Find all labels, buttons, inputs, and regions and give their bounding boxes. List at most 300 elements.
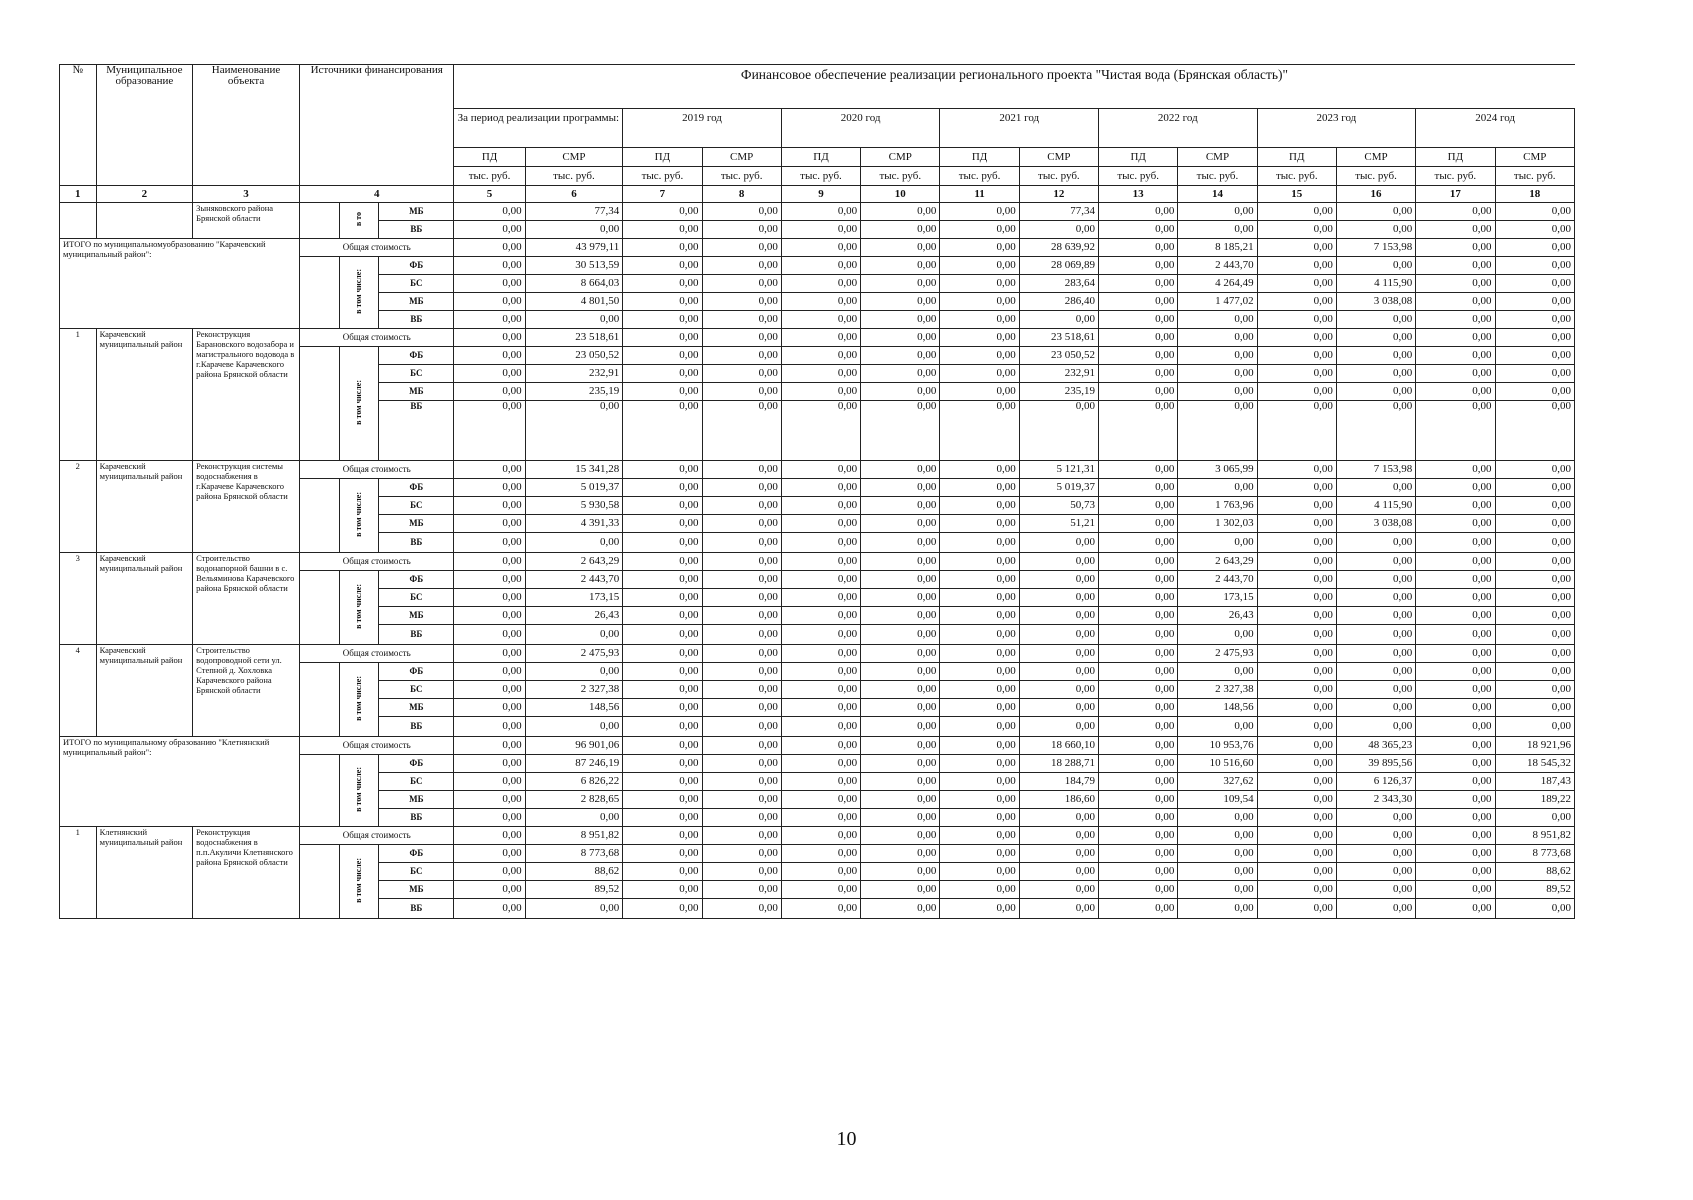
value-cell: 0,00 [1099,845,1178,863]
value-cell: 184,79 [1019,773,1098,791]
value-cell: 0,00 [454,863,525,881]
value-cell: 0,00 [1416,461,1495,479]
value-cell: 0,00 [623,681,702,699]
value-cell: 0,00 [781,515,860,533]
value-cell: 0,00 [940,383,1019,401]
value-cell: 23 518,61 [525,329,623,347]
value-cell: 8 951,82 [1495,827,1575,845]
value-cell: 8 773,68 [525,845,623,863]
value-cell: 0,00 [1416,239,1495,257]
value-cell: 0,00 [861,899,940,919]
value-cell: 0,00 [454,663,525,681]
header-unit: тыс. руб. [1019,167,1098,186]
value-cell: 88,62 [1495,863,1575,881]
row-number-cell: 3 [60,553,97,645]
value-cell: 0,00 [623,329,702,347]
header-object-name: Наименование объекта [193,65,300,186]
value-cell: 0,00 [1178,881,1257,899]
municipality-cell: Карачевский муниципальный район [96,461,193,553]
including-text: в том числе: [354,766,364,812]
value-cell: 0,00 [454,899,525,919]
value-cell: 0,00 [702,347,781,365]
value-cell: 0,00 [623,203,702,221]
value-cell: 0,00 [1178,311,1257,329]
source-code: ВБ [379,809,454,827]
value-cell: 0,00 [1416,699,1495,717]
value-cell: 0,00 [454,645,525,663]
value-cell: 0,00 [1416,737,1495,755]
value-cell: 0,00 [940,479,1019,497]
value-cell: 0,00 [1178,625,1257,645]
value-cell: 0,00 [861,311,940,329]
value-cell: 0,00 [1336,365,1415,383]
value-cell: 0,00 [454,221,525,239]
value-cell: 0,00 [525,625,623,645]
value-cell: 0,00 [1257,293,1336,311]
value-cell: 0,00 [861,791,940,809]
value-cell: 0,00 [1178,663,1257,681]
value-cell: 0,00 [1019,311,1098,329]
value-cell: 0,00 [781,645,860,663]
value-cell: 0,00 [702,791,781,809]
value-cell: 0,00 [623,383,702,401]
header-pd: ПД [1257,148,1336,167]
value-cell: 0,00 [1416,755,1495,773]
total-row [60,737,1575,755]
header-unit: тыс. руб. [1495,167,1575,186]
value-cell: 0,00 [861,827,940,845]
value-cell: 15 341,28 [525,461,623,479]
row-number-cell: 1 [60,329,97,461]
value-cell: 0,00 [1336,533,1415,553]
value-cell: 0,00 [781,589,860,607]
municipality-cell: Карачевский муниципальный район [96,553,193,645]
value-cell: 0,00 [1019,553,1098,571]
value-cell: 0,00 [781,827,860,845]
object-row [60,553,1575,571]
value-cell: 0,00 [1257,699,1336,717]
value-cell: 0,00 [702,663,781,681]
value-cell: 0,00 [1178,347,1257,365]
value-cell: 0,00 [1019,607,1098,625]
including-label [339,755,379,827]
row-number-cell: 4 [60,645,97,737]
value-cell: 0,00 [1416,899,1495,919]
value-cell: 77,34 [525,203,623,221]
header-unit: тыс. руб. [623,167,702,186]
value-cell: 0,00 [940,773,1019,791]
value-cell: 0,00 [940,461,1019,479]
source-code: МБ [379,791,454,809]
value-cell: 0,00 [623,845,702,863]
value-cell: 0,00 [1099,239,1178,257]
header-pd: ПД [781,148,860,167]
header-column-number: 17 [1416,186,1495,203]
value-cell: 0,00 [1257,461,1336,479]
value-cell: 0,00 [1495,663,1575,681]
value-cell: 4 801,50 [525,293,623,311]
value-cell: 0,00 [702,257,781,275]
value-cell: 0,00 [1257,221,1336,239]
value-cell: 0,00 [940,791,1019,809]
header-period: 2021 год [940,109,1099,148]
value-cell: 0,00 [1019,589,1098,607]
value-cell: 0,00 [1416,791,1495,809]
value-cell: 0,00 [781,773,860,791]
value-cell: 0,00 [1416,827,1495,845]
value-cell: 0,00 [623,479,702,497]
value-cell: 0,00 [1257,589,1336,607]
object-row [60,645,1575,663]
value-cell: 148,56 [1178,699,1257,717]
value-cell: 0,00 [454,329,525,347]
value-cell: 2 643,29 [525,553,623,571]
value-cell: 0,00 [1495,571,1575,589]
value-cell: 0,00 [781,383,860,401]
header-unit: тыс. руб. [1416,167,1495,186]
value-cell: 0,00 [861,809,940,827]
value-cell: 0,00 [1416,773,1495,791]
value-cell: 0,00 [454,773,525,791]
value-cell: 0,00 [454,383,525,401]
value-cell: 0,00 [781,401,860,461]
value-cell: 26,43 [525,607,623,625]
value-cell: 28 069,89 [1019,257,1098,275]
object-row [60,329,1575,347]
value-cell: 7 153,98 [1336,239,1415,257]
row-number-cell [60,203,97,239]
value-cell: 0,00 [1416,365,1495,383]
value-cell: 0,00 [623,663,702,681]
value-cell: 0,00 [781,663,860,681]
value-cell: 0,00 [454,257,525,275]
header-column-number: 18 [1495,186,1575,203]
row-number-cell: 1 [60,827,97,919]
source-spacer-cell [299,663,339,737]
value-cell: 0,00 [1019,625,1098,645]
value-cell: 96 901,06 [525,737,623,755]
header-period: За период реализации программы: [454,109,623,148]
value-cell: 0,00 [861,515,940,533]
value-cell: 0,00 [940,221,1019,239]
value-cell: 0,00 [525,311,623,329]
value-cell: 3 038,08 [1336,515,1415,533]
value-cell: 0,00 [702,329,781,347]
source-spacer-cell [299,755,339,827]
header-column-number: 7 [623,186,702,203]
value-cell: 0,00 [1336,347,1415,365]
value-cell: 0,00 [1099,479,1178,497]
value-cell: 2 475,93 [1178,645,1257,663]
value-cell: 0,00 [940,663,1019,681]
value-cell: 0,00 [525,533,623,553]
value-cell: 0,00 [781,533,860,553]
value-cell: 0,00 [1099,607,1178,625]
value-cell: 0,00 [781,625,860,645]
value-cell: 0,00 [781,881,860,899]
value-cell: 0,00 [1019,699,1098,717]
value-cell: 0,00 [1099,497,1178,515]
value-cell: 0,00 [1416,717,1495,737]
value-cell: 0,00 [861,773,940,791]
source-spacer-cell [299,347,339,461]
value-cell: 0,00 [702,497,781,515]
value-cell: 0,00 [454,347,525,365]
value-cell: 0,00 [781,699,860,717]
value-cell: 0,00 [1257,275,1336,293]
value-cell: 4 115,90 [1336,275,1415,293]
value-cell: 0,00 [1257,497,1336,515]
value-cell: 0,00 [702,737,781,755]
value-cell: 0,00 [1336,699,1415,717]
value-cell: 0,00 [623,553,702,571]
value-cell: 0,00 [940,203,1019,221]
value-cell: 0,00 [454,515,525,533]
value-cell: 0,00 [940,553,1019,571]
value-cell: 0,00 [623,625,702,645]
value-cell: 0,00 [861,553,940,571]
value-cell: 0,00 [861,663,940,681]
value-cell: 0,00 [1099,681,1178,699]
value-cell: 0,00 [781,293,860,311]
value-cell: 0,00 [1336,257,1415,275]
value-cell: 0,00 [1019,681,1098,699]
value-cell: 0,00 [1099,329,1178,347]
header-column-number: 12 [1019,186,1098,203]
value-cell: 2 643,29 [1178,553,1257,571]
value-cell: 50,73 [1019,497,1098,515]
value-cell: 0,00 [1495,293,1575,311]
value-cell: 0,00 [1416,497,1495,515]
value-cell: 0,00 [454,717,525,737]
value-cell: 0,00 [1416,515,1495,533]
value-cell: 0,00 [1257,383,1336,401]
source-code: БС [379,863,454,881]
value-cell: 0,00 [702,899,781,919]
value-cell: 0,00 [454,881,525,899]
value-cell: 0,00 [1257,239,1336,257]
source-code: МБ [379,515,454,533]
value-cell: 0,00 [1336,401,1415,461]
source-code: МБ [379,699,454,717]
source-code: МБ [379,203,454,221]
value-cell: 48 365,23 [1336,737,1415,755]
value-cell: 10 516,60 [1178,755,1257,773]
value-cell: 109,54 [1178,791,1257,809]
value-cell: 0,00 [861,383,940,401]
value-cell: 0,00 [1178,221,1257,239]
value-cell: 0,00 [1416,625,1495,645]
value-cell: 0,00 [454,589,525,607]
value-cell: 3 065,99 [1178,461,1257,479]
header-unit: тыс. руб. [1257,167,1336,186]
source-code: МБ [379,881,454,899]
value-cell: 26,43 [1178,607,1257,625]
value-cell: 0,00 [1019,899,1098,919]
value-cell: 0,00 [1257,681,1336,699]
source-spacer-cell [299,257,339,329]
header-unit: тыс. руб. [781,167,860,186]
header-column-number: 14 [1178,186,1257,203]
value-cell: 23 518,61 [1019,329,1098,347]
value-cell: 0,00 [861,365,940,383]
value-cell: 0,00 [1416,311,1495,329]
value-cell: 0,00 [1416,383,1495,401]
value-cell: 0,00 [1019,809,1098,827]
value-cell: 87 246,19 [525,755,623,773]
value-cell: 0,00 [525,663,623,681]
source-code: ВБ [379,899,454,919]
value-cell: 0,00 [781,553,860,571]
value-cell: 0,00 [940,571,1019,589]
value-cell: 0,00 [1416,401,1495,461]
header-unit: тыс. руб. [940,167,1019,186]
value-cell: 0,00 [861,533,940,553]
value-cell: 0,00 [781,461,860,479]
value-cell: 189,22 [1495,791,1575,809]
value-cell: 0,00 [1099,791,1178,809]
header-unit: тыс. руб. [1178,167,1257,186]
value-cell: 0,00 [454,203,525,221]
value-cell: 0,00 [781,275,860,293]
value-cell: 8 664,03 [525,275,623,293]
value-cell: 0,00 [861,625,940,645]
value-cell: 0,00 [1257,571,1336,589]
value-cell: 0,00 [861,589,940,607]
value-cell: 0,00 [1336,203,1415,221]
value-cell: 0,00 [1019,827,1098,845]
value-cell: 0,00 [1099,809,1178,827]
value-cell: 0,00 [1178,863,1257,881]
value-cell: 0,00 [702,589,781,607]
value-cell: 0,00 [1336,645,1415,663]
value-cell: 0,00 [1178,845,1257,863]
header-period: 2024 год [1416,109,1575,148]
value-cell: 0,00 [454,737,525,755]
value-cell: 0,00 [781,899,860,919]
header-column-number: 4 [299,186,454,203]
value-cell: 0,00 [1495,681,1575,699]
value-cell: 0,00 [1257,755,1336,773]
header-column-number: 2 [96,186,193,203]
value-cell: 0,00 [1257,899,1336,919]
value-cell: 0,00 [1178,383,1257,401]
value-cell: 0,00 [1336,571,1415,589]
source-code: ВБ [379,717,454,737]
source-spacer-cell [299,479,339,553]
value-cell: 0,00 [702,827,781,845]
value-cell: 0,00 [1178,717,1257,737]
source-code: ФБ [379,755,454,773]
row-number-cell: 2 [60,461,97,553]
header-smr: СМР [525,148,623,167]
value-cell: 0,00 [1099,827,1178,845]
value-cell: 0,00 [1099,717,1178,737]
source-code: ФБ [379,845,454,863]
value-cell: 235,19 [1019,383,1098,401]
value-cell: 0,00 [861,571,940,589]
municipality-total-label: ИТОГО по муниципальномуобразованию "Карачевский муниципальный район": [60,239,300,329]
value-cell: 4 115,90 [1336,497,1415,515]
value-cell: 0,00 [1178,401,1257,461]
value-cell: 0,00 [781,329,860,347]
value-cell: 0,00 [781,365,860,383]
value-cell: 0,00 [861,755,940,773]
value-cell: 0,00 [781,497,860,515]
source-code: МБ [379,607,454,625]
value-cell: 0,00 [1416,881,1495,899]
value-cell: 10 953,76 [1178,737,1257,755]
value-cell: 0,00 [623,365,702,383]
total-cost-label: Общая стоимость [299,461,454,479]
value-cell: 232,91 [1019,365,1098,383]
value-cell: 0,00 [623,863,702,881]
value-cell: 0,00 [702,699,781,717]
including-label [339,479,379,553]
value-cell: 0,00 [1416,275,1495,293]
object-row [60,461,1575,479]
source-spacer-cell [299,845,339,919]
value-cell: 0,00 [1416,257,1495,275]
value-cell: 0,00 [1099,221,1178,239]
header-pd: ПД [1416,148,1495,167]
value-cell: 77,34 [1019,203,1098,221]
header-smr: СМР [1019,148,1098,167]
value-cell: 0,00 [1257,737,1336,755]
total-cost-label: Общая стоимость [299,329,454,347]
value-cell: 0,00 [623,347,702,365]
value-cell: 0,00 [1495,479,1575,497]
value-cell: 0,00 [1099,663,1178,681]
including-text: в том числе: [354,491,364,537]
source-code: МБ [379,293,454,311]
value-cell: 0,00 [1495,347,1575,365]
value-cell: 0,00 [781,239,860,257]
header-smr: СМР [1178,148,1257,167]
value-cell: 0,00 [702,275,781,293]
value-cell: 4 264,49 [1178,275,1257,293]
value-cell: 148,56 [525,699,623,717]
value-cell: 0,00 [623,221,702,239]
value-cell: 0,00 [940,717,1019,737]
value-cell: 0,00 [1416,589,1495,607]
value-cell: 0,00 [1257,663,1336,681]
value-cell: 0,00 [1099,863,1178,881]
value-cell: 0,00 [623,881,702,899]
value-cell: 0,00 [940,311,1019,329]
value-cell: 0,00 [1257,863,1336,881]
value-cell: 18 921,96 [1495,737,1575,755]
value-cell: 0,00 [1019,863,1098,881]
value-cell: 89,52 [1495,881,1575,899]
value-cell: 0,00 [1257,773,1336,791]
value-cell: 0,00 [1019,401,1098,461]
value-cell: 0,00 [940,275,1019,293]
value-cell: 0,00 [1336,221,1415,239]
header-column-number: 5 [454,186,525,203]
header-unit: тыс. руб. [861,167,940,186]
value-cell: 187,43 [1495,773,1575,791]
value-cell: 0,00 [1099,755,1178,773]
value-cell: 0,00 [940,257,1019,275]
value-cell: 0,00 [1495,589,1575,607]
value-cell: 0,00 [781,257,860,275]
header-unit: тыс. руб. [1336,167,1415,186]
value-cell: 28 639,92 [1019,239,1098,257]
value-cell: 0,00 [702,293,781,311]
value-cell: 0,00 [702,645,781,663]
value-cell: 0,00 [1257,533,1336,553]
